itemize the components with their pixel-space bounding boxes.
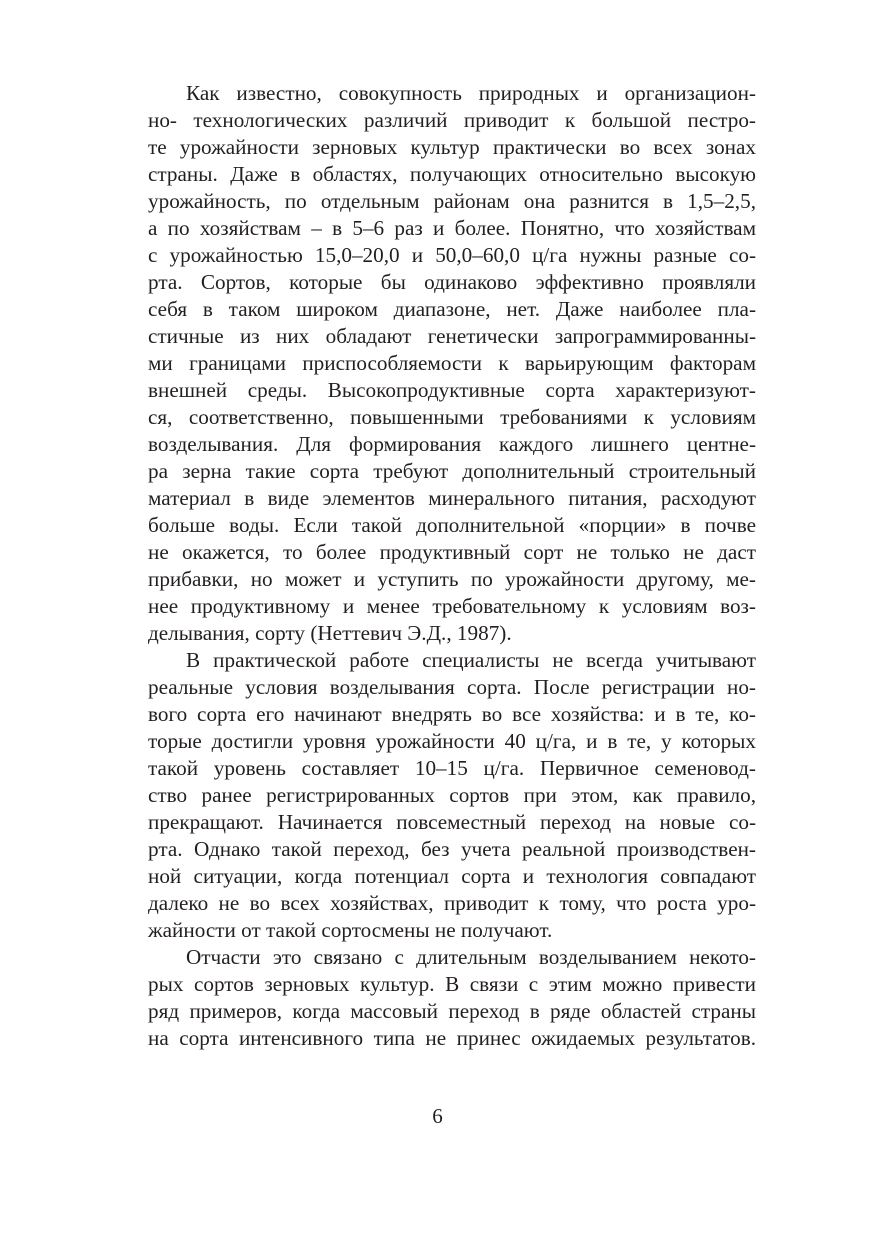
text-line: больше воды. Если такой дополнительной «порции» в почве xyxy=(148,513,756,537)
text-line: далеко не во всех хозяйствах, приводит к тому, что роста уро- xyxy=(148,891,756,915)
text-line: себя в таком широком диапазоне, нет. Даже наиболее пла- xyxy=(148,297,756,321)
text-line: рта. Сортов, которые бы одинаково эффективно проявляли xyxy=(148,270,756,294)
text-line: ми границами приспособляемости к варьирующим факторам xyxy=(148,351,756,375)
text-line: прибавки, но может и уступить по урожайности другому, ме- xyxy=(148,567,756,591)
text-line: урожайность, по отдельным районам она разнится в 1,5–2,5, xyxy=(148,189,756,213)
text-line: страны. Даже в областях, получающих относительно высокую xyxy=(148,162,756,186)
text-line: с урожайностью 15,0–20,0 и 50,0–60,0 ц/га нужны разные со- xyxy=(148,243,756,267)
text-line: делывания, сорту (Неттевич Э.Д., 1987). xyxy=(148,621,512,645)
text-line: на сорта интенсивного типа не принес ожидаемых результатов. xyxy=(148,1026,756,1050)
text-line: Как известно, совокупность природных и организацион- xyxy=(186,81,756,105)
paragraph-2 xyxy=(148,647,756,944)
text-line: рта. Однако такой переход, без учета реальной производствен- xyxy=(148,837,756,861)
page-number: 6 xyxy=(432,1104,443,1128)
text-line: вого сорта его начинают внедрять во все хозяйства: и в те, ко- xyxy=(148,702,756,726)
text-line: прекращают. Начинается повсеместный переход на новые со- xyxy=(148,810,756,834)
paragraph-1 xyxy=(148,80,756,647)
text-line: но- технологических различий приводит к большой пестро- xyxy=(148,108,756,132)
text-line: В практической работе специалисты не всегда учитывают xyxy=(186,648,756,672)
text-line: ся, соответственно, повышенными требованиями к условиям xyxy=(148,405,756,429)
text-line: торые достигли уровня урожайности 40 ц/га, и в те, у которых xyxy=(148,729,756,753)
text-line: нее продуктивному и менее требовательному к условиям воз- xyxy=(148,594,756,618)
text-line: реальные условия возделывания сорта. После регистрации но- xyxy=(148,675,756,699)
text-line: ство ранее регистрированных сортов при этом, как правило, xyxy=(148,783,756,807)
text-line: а по хозяйствам – в 5–6 раз и более. Понятно, что хозяйствам xyxy=(148,216,756,240)
text-line: стичные из них обладают генетически запрограммированны- xyxy=(148,324,756,348)
text-line: жайности от такой сортосмены не получают. xyxy=(148,918,553,942)
text-line: те урожайности зерновых культур практически во всех зонах xyxy=(148,135,756,159)
text-line: такой уровень составляет 10–15 ц/га. Первичное семеновод- xyxy=(148,756,756,780)
text-line: внешней среды. Высокопродуктивные сорта характеризуют- xyxy=(148,378,756,402)
text-line: материал в виде элементов минерального питания, расходуют xyxy=(148,486,756,510)
text-line: ной ситуации, когда потенциал сорта и технология совпадают xyxy=(148,864,756,888)
body-text xyxy=(148,80,756,1052)
text-line: рых сортов зерновых культур. В связи с этим можно привести xyxy=(148,972,756,996)
text-line: ряд примеров, когда массовый переход в ряде областей страны xyxy=(148,999,756,1023)
paragraph-3 xyxy=(148,944,756,1052)
text-line: не окажется, то более продуктивный сорт не только не даст xyxy=(148,540,756,564)
text-line: Отчасти это связано с длительным возделыванием некото- xyxy=(186,945,756,969)
text-line: возделывания. Для формирования каждого лишнего центне- xyxy=(148,432,756,456)
text-line: ра зерна такие сорта требуют дополнительный строительный xyxy=(148,459,756,483)
